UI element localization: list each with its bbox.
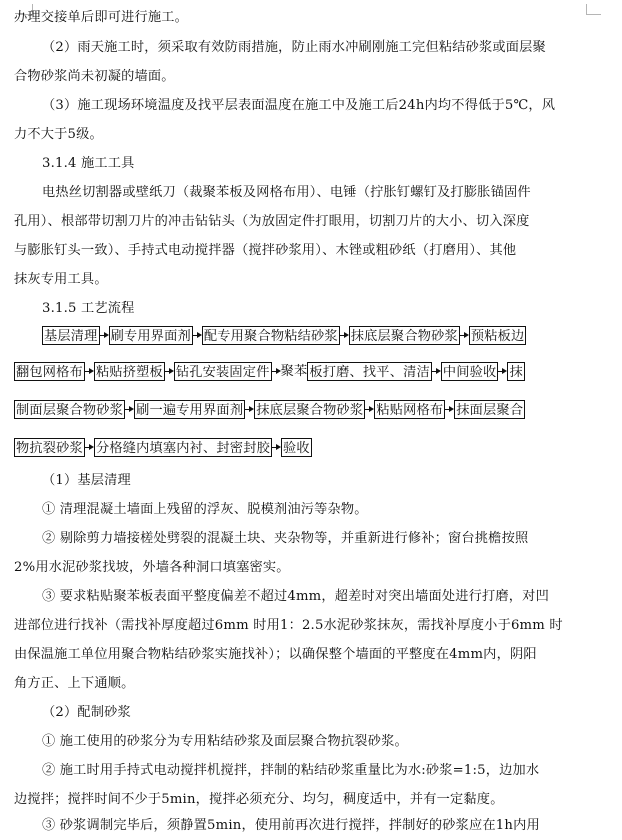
section-heading: 3.1.4 施工工具 (42, 156, 135, 171)
flow-step: 刷一遍专用界面剂 (134, 400, 245, 419)
text-line: ① 施工使用的砂浆分为专用粘结砂浆及面层聚合物抗裂砂浆。 (42, 734, 408, 749)
text-line: 角方正、上下通顺。 (14, 676, 135, 691)
text-line: 办理交接单后即可进行施工。 (14, 10, 189, 25)
arrow-right-icon (125, 400, 134, 419)
process-flow-row (14, 436, 312, 458)
text-line: （3）施工现场环境温度及找平层表面温度在施工中及施工后24h内均不得低于5℃，风 (42, 98, 556, 113)
arrow-right-icon (445, 400, 454, 419)
text-line: ② 施工时用手持式电动搅拌机搅拌，拌制的粘结砂浆重量比为水:砂浆=1:5，边加水 (42, 763, 540, 778)
flow-step: 抹 (507, 362, 524, 381)
text-line: 孔用）、根部带切割刀片的冲击钻钻头（为放固定件打眼用，切割刀片的大小、切入深度 (14, 214, 530, 229)
arrow-right-icon (85, 438, 94, 457)
arrow-right-icon (340, 326, 349, 345)
process-flow-row (42, 324, 526, 346)
flow-step: 制面层聚合物砂浆 (14, 400, 125, 419)
flow-step: 配专用聚合物粘结砂浆 (202, 326, 340, 345)
flow-step: 中间验收 (441, 362, 499, 381)
text-line: ② 剔除剪力墙接槎处劈裂的混凝土块、夹杂物等，并重新进行修补；窗台挑檐按照 (42, 531, 529, 546)
flow-step: 粘贴挤塑板 (94, 362, 165, 381)
flow-step: 粘贴网格布 (374, 400, 445, 419)
arrow-right-icon (272, 438, 281, 457)
flow-step: 抹底层聚合物砂浆 (254, 400, 365, 419)
text-line: 2%用水泥砂浆找坡，外墙各种洞口填塞密实。 (14, 560, 290, 575)
flow-step: 抹底层聚合物砂浆 (349, 326, 460, 345)
flow-step: 分格缝内填塞内衬、封密封胶 (94, 438, 272, 457)
process-flow-row (14, 360, 525, 382)
text-line: 电热丝切割器或壁纸刀（裁聚苯板及网格布用）、电锤（拧胀钉螺钉及打膨胀锚固件 (42, 185, 531, 200)
flow-step: 板打磨、找平、清洁 (307, 362, 432, 381)
text-line: 与膨胀钉头一致）、手持式电动搅拌器（搅拌砂浆用）、木锉或粗砂纸（打磨用）、其他 (14, 243, 517, 258)
flow-step: 基层清理 (42, 326, 100, 345)
text-line: 抹灰专用工具。 (14, 272, 108, 287)
subsection-heading: （2）配制砂浆 (42, 705, 131, 720)
arrow-right-icon (85, 362, 94, 381)
arrow-right-icon (272, 362, 281, 381)
process-flow-row (14, 398, 525, 420)
arrow-right-icon (432, 362, 441, 381)
text-line: 由保温施工单位用聚合物粘结砂浆实施找补）；以确保整个墙面的平整度在4mm内，阴阳 (14, 647, 537, 662)
text-line: 进部位进行找补（需找补厚度超过6mm 时用1：2.5水泥砂浆抹灰，需找补厚度小于6mm 时 (14, 618, 563, 633)
arrow-right-icon (245, 400, 254, 419)
arrow-right-icon (365, 400, 374, 419)
arrow-right-icon (193, 326, 202, 345)
flow-step: 预粘板边 (469, 326, 527, 345)
arrow-right-icon (498, 362, 507, 381)
text-line: 合物砂浆尚未初凝的墙面。 (14, 69, 175, 84)
text-line: ① 清理混凝土墙面上残留的浮灰、脱模剂油污等杂物。 (42, 502, 368, 517)
arrow-right-icon (165, 362, 174, 381)
flow-step-text: 聚苯 (280, 363, 308, 379)
flow-step: 钻孔安装固定件 (174, 362, 272, 381)
text-line: 力不大于5级。 (14, 127, 103, 142)
text-line: 边搅拌；搅拌时间不少于5min，搅拌必须充分、均匀，稠度适中，并有一定黏度。 (14, 792, 504, 807)
text-line: ③ 要求粘贴聚苯板表面平整度偏差不超过4mm，超差时对突出墙面处进行打磨，对凹 (42, 589, 549, 604)
flow-step: 抹面层聚合 (454, 400, 525, 419)
flow-step: 刷专用界面剂 (109, 326, 193, 345)
text-line: ③ 砂浆调制完毕后，须静置5min，使用前再次进行搅拌，拌制好的砂浆应在1h内用 (42, 818, 540, 833)
subsection-heading: （1）基层清理 (42, 473, 131, 488)
arrow-right-icon (100, 326, 109, 345)
flow-step: 验收 (281, 438, 312, 457)
flow-step: 翻包网格布 (14, 362, 85, 381)
section-heading: 3.1.5 工艺流程 (42, 301, 135, 316)
arrow-right-icon (460, 326, 469, 345)
margin-corner-mark (586, 4, 601, 15)
text-line: （2）雨天施工时，须采取有效防雨措施，防止雨水冲刷刚施工完但粘结砂浆或面层聚 (42, 40, 546, 55)
flow-step: 物抗裂砂浆 (14, 438, 85, 457)
